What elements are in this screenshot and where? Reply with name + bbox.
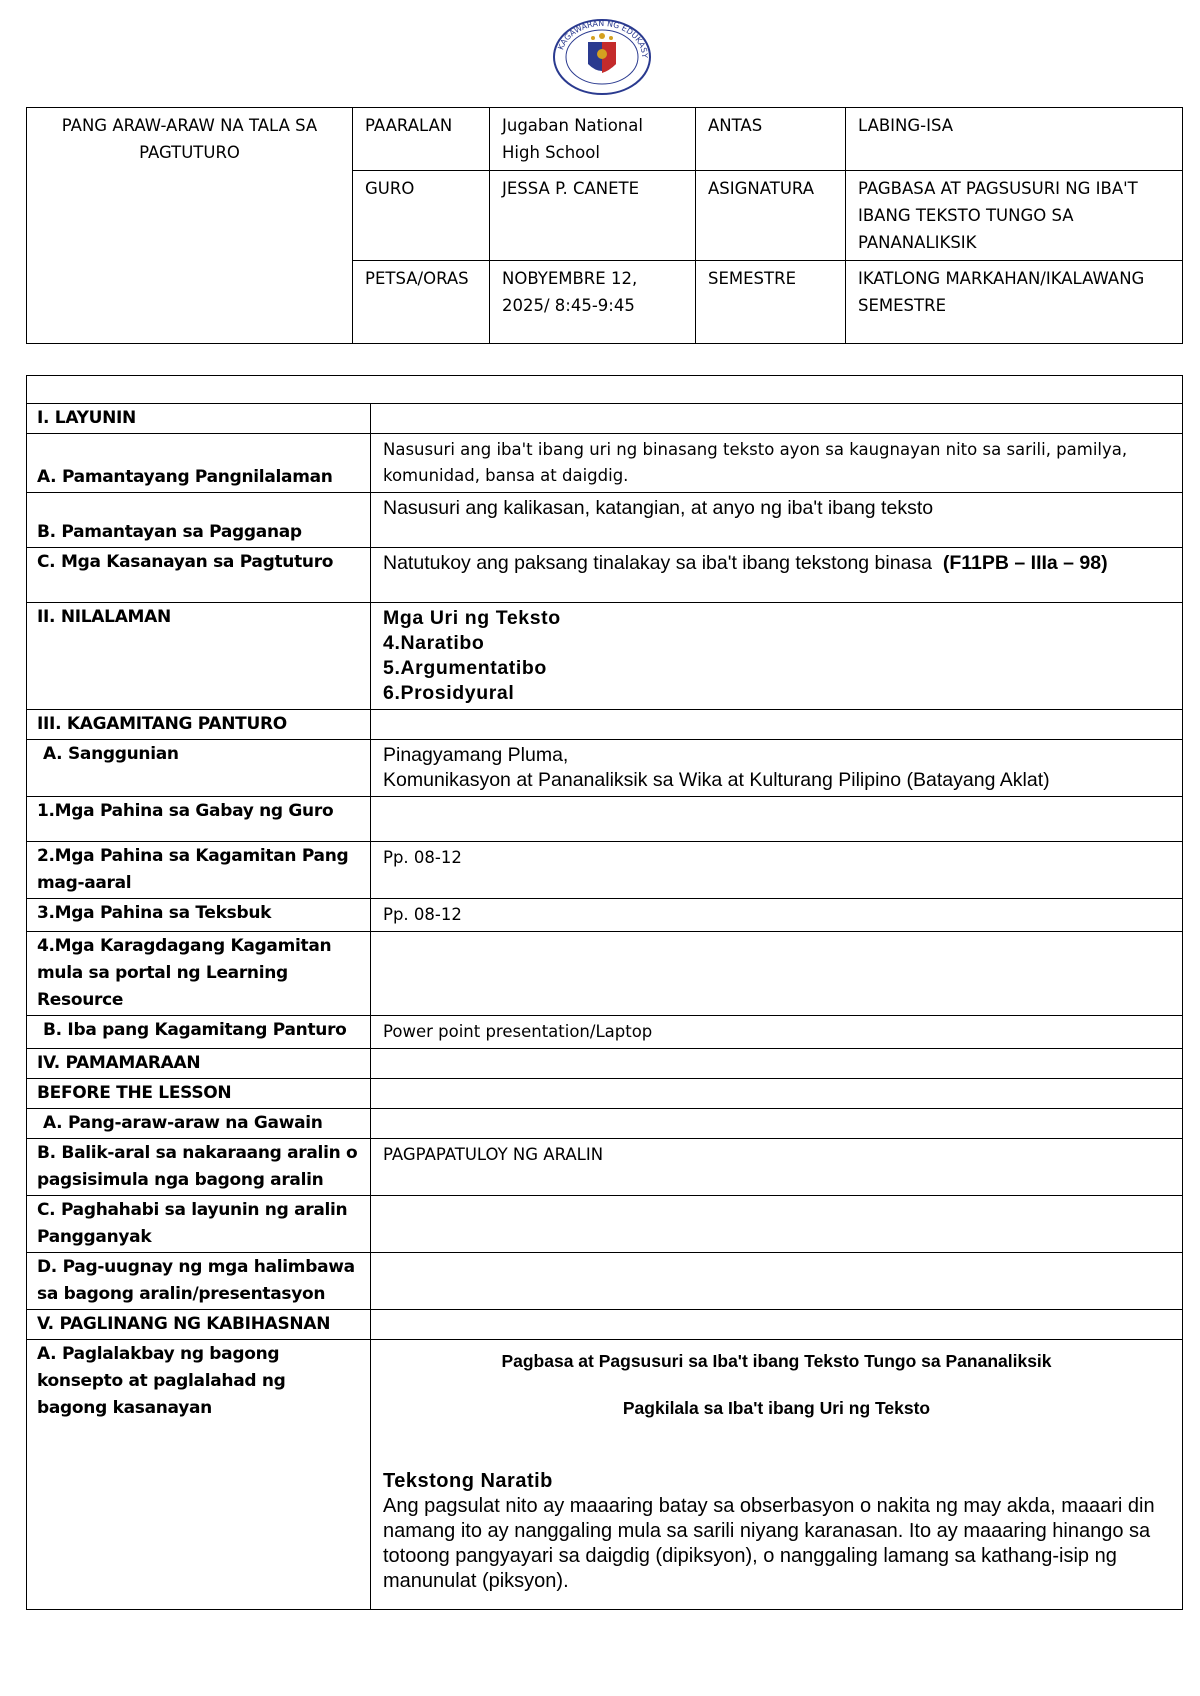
empty-cell — [371, 1079, 1183, 1109]
new-concept-label: A. Paglalakbay ng bagong konsepto at paglalahad ng bagong kasanayan — [27, 1340, 371, 1610]
narrative-title: Tekstong Naratib — [383, 1470, 553, 1492]
materials-heading: III. KAGAMITANG PANTURO — [27, 710, 371, 740]
list-item: 4.Naratibo — [383, 632, 485, 654]
header-table — [26, 107, 1183, 344]
learner-material-pages-value: Pp. 08-12 — [371, 842, 1183, 899]
list-item: 5.Argumentatibo — [383, 657, 547, 679]
table-row — [27, 1310, 1183, 1340]
lesson-content — [371, 1340, 1183, 1610]
empty-cell — [371, 1310, 1183, 1340]
school-value: Jugaban National High School — [490, 108, 696, 171]
empty-cell — [371, 1253, 1183, 1310]
school-label: PAARALAN — [353, 108, 490, 171]
before-lesson-heading: BEFORE THE LESSON — [27, 1079, 371, 1109]
subject-value: PAGBASA AT PAGSUSURI NG IBA'T IBANG TEKSTO TUNGO SA PANANALIKSIK — [846, 171, 1183, 261]
narrative-body: Ang pagsulat nito ay maaaring batay sa obserbasyon o nakita ng may akda, maaari din namang ito ay nanggaling mula sa sarili niyang karanasan. Ito ay maaaring hinango sa totoong pangyayari sa daigdig (dipiksyon), o nanggaling lamang sa kathang-isip ng manunulat (piksyon). — [383, 1495, 1155, 1592]
table-row — [27, 1253, 1183, 1310]
table-row — [27, 710, 1183, 740]
table-row — [27, 1139, 1183, 1196]
motivation-label: C. Paghahabi sa layunin ng aralin Pangganyak — [27, 1196, 371, 1253]
competency-code: (F11PB – IIIa – 98) — [942, 552, 1108, 574]
references-label: A. Sanggunian — [27, 740, 371, 797]
daily-activity-label: A. Pang-araw-araw na Gawain — [27, 1109, 371, 1139]
table-row — [27, 493, 1183, 548]
development-heading: V. PAGLINANG NG KABIHASNAN — [27, 1310, 371, 1340]
table-row — [27, 740, 1183, 797]
procedure-heading: IV. PAMAMARAAN — [27, 1049, 371, 1079]
competency-cell — [371, 548, 1183, 603]
table-row — [27, 404, 1183, 434]
empty-cell — [371, 710, 1183, 740]
review-label: B. Balik-aral sa nakaraang aralin o pagsisimula nga bagong aralin — [27, 1139, 371, 1196]
teacher-label: GURO — [353, 171, 490, 261]
table-row — [27, 434, 1183, 493]
table-row — [27, 603, 1183, 710]
textbook-pages-label: 3.Mga Pahina sa Teksbuk — [27, 899, 371, 932]
semester-label: SEMESTRE — [696, 261, 846, 344]
svg-text:KAGAWARAN NG EDUKASYON: KAGAWARAN NG EDUKASY — [556, 18, 650, 58]
table-row — [27, 899, 1183, 932]
empty-cell — [371, 932, 1183, 1016]
performance-standard-label: B. Pamantayan sa Pagganap — [27, 493, 371, 548]
table-row — [27, 1079, 1183, 1109]
table-row — [27, 1016, 1183, 1049]
grade-value: LABING-ISA — [846, 108, 1183, 171]
subject-label: ASIGNATURA — [696, 171, 846, 261]
list-item: 6.Prosidyural — [383, 682, 515, 704]
references-value — [371, 740, 1183, 797]
document-title: PANG ARAW-ARAW NA TALA SA PAGTUTURO — [27, 108, 353, 344]
lesson-plan-table — [26, 375, 1183, 1610]
list-item: Mga Uri ng Teksto — [383, 607, 561, 629]
table-row — [27, 932, 1183, 1016]
grade-label: ANTAS — [696, 108, 846, 171]
competency-value: Natutukoy ang paksang tinalakay sa iba't ibang tekstong binasa — [383, 552, 933, 574]
section-title: Pagbasa at Pagsusuri sa Iba't ibang Teksto Tungo sa Pananaliksik — [501, 1351, 1052, 1371]
additional-materials-label: 4.Mga Karagdagang Kagamitan mula sa portal ng Learning Resource — [27, 932, 371, 1016]
reference-line: Komunikasyon at Pananaliksik sa Wika at Kulturang Pilipino (Batayang Aklat) — [383, 769, 1050, 791]
content-standard-value: Nasusuri ang iba't ibang uri ng binasang teksto ayon sa kaugnayan nito sa sarili, pamilya, komunidad, bansa at daigdig. — [371, 434, 1183, 493]
date-label: PETSA/ORAS — [353, 261, 490, 344]
semester-value: IKATLONG MARKAHAN/IKALAWANG SEMESTRE — [846, 261, 1183, 344]
examples-label: D. Pag-uugnay ng mga halimbawa sa bagong aralin/presentasyon — [27, 1253, 371, 1310]
reference-line: Pinagyamang Pluma, — [383, 744, 569, 766]
section-subtitle: Pagkilala sa Iba't ibang Uri ng Teksto — [622, 1398, 931, 1418]
performance-standard-value: Nasusuri ang kalikasan, katangian, at anyo ng iba't ibang teksto — [371, 493, 1183, 548]
learner-material-pages-label: 2.Mga Pahina sa Kagamitan Pang mag-aaral — [27, 842, 371, 899]
table-row — [27, 1049, 1183, 1079]
table-row — [27, 548, 1183, 603]
other-materials-value: Power point presentation/Laptop — [371, 1016, 1183, 1049]
teacher-value: JESSA P. CANETE — [490, 171, 696, 261]
deped-seal-icon — [552, 18, 652, 96]
layunin-heading: I. LAYUNIN — [27, 404, 371, 434]
review-value: PAGPAPATULOY NG ARALIN — [371, 1139, 1183, 1196]
teacher-guide-pages-label: 1.Mga Pahina sa Gabay ng Guro — [27, 797, 371, 842]
table-row — [27, 376, 1183, 404]
empty-cell — [371, 404, 1183, 434]
table-row — [27, 797, 1183, 842]
empty-cell — [27, 376, 1183, 404]
other-materials-label: B. Iba pang Kagamitang Panturo — [27, 1016, 371, 1049]
empty-cell — [371, 797, 1183, 842]
content-label: II. NILALAMAN — [27, 603, 371, 710]
textbook-pages-value: Pp. 08-12 — [371, 899, 1183, 932]
empty-cell — [371, 1109, 1183, 1139]
content-list — [371, 603, 1183, 710]
table-row — [27, 1340, 1183, 1610]
competency-label: C. Mga Kasanayan sa Pagtuturo — [27, 548, 371, 603]
content-standard-label: A. Pamantayang Pangnilalaman — [27, 434, 371, 493]
date-value: NOBYEMBRE 12, 2025/ 8:45-9:45 — [490, 261, 696, 344]
empty-cell — [371, 1049, 1183, 1079]
table-row — [27, 842, 1183, 899]
table-row — [27, 1196, 1183, 1253]
table-row — [27, 1109, 1183, 1139]
empty-cell — [371, 1196, 1183, 1253]
